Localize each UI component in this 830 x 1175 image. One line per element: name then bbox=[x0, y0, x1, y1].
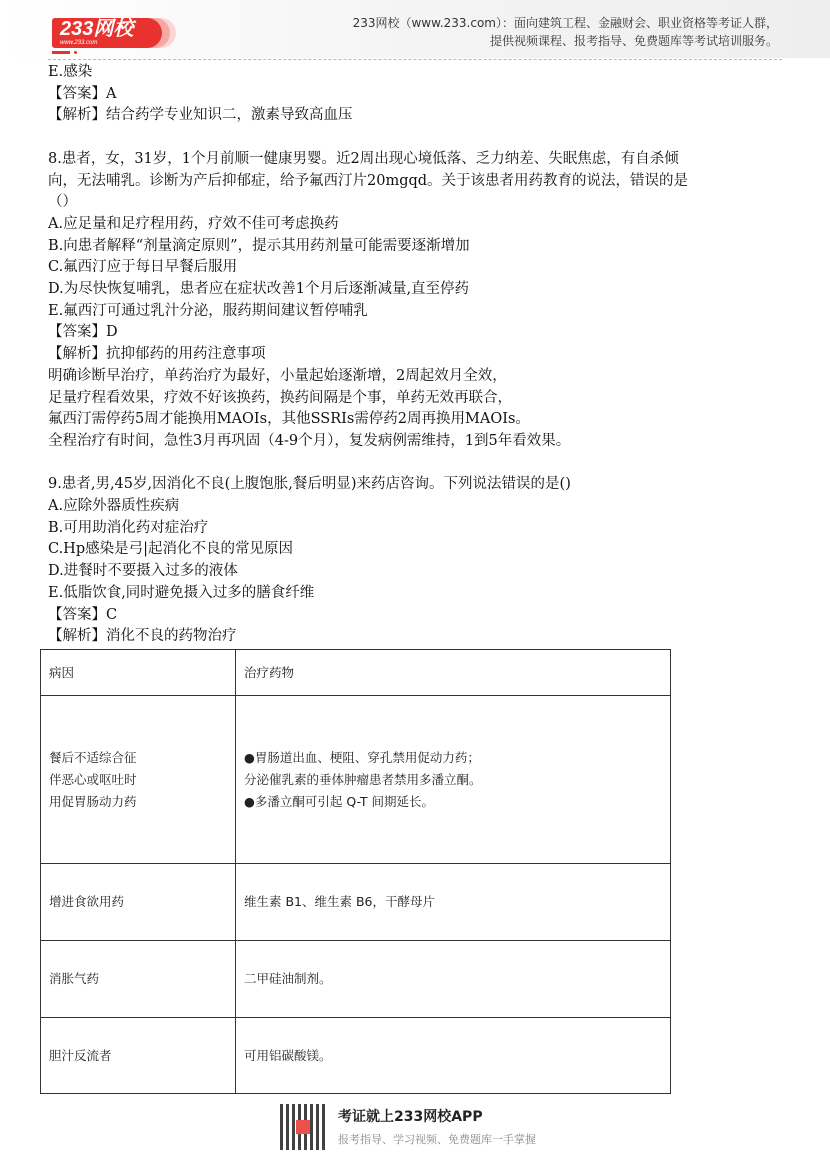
option-e: E.低脂饮食,同时避免摄入过多的膳食纤维 bbox=[48, 584, 315, 601]
page-header bbox=[0, 0, 830, 58]
drug-cell: 可用铝碳酸镁。 bbox=[236, 1018, 671, 1094]
cell-line: 餐后不适综合征 bbox=[49, 749, 137, 765]
cell-line: ●多潘立酮可引起 Q-T 间期延长。 bbox=[244, 793, 435, 809]
cell-line: 分泌催乳素的垂体肿瘤患者禁用多潘立酮。 bbox=[244, 771, 482, 787]
analysis-line: 全程治疗有时间，急性3月再巩固（4-9个月），复发病例需维持，1到5年看效果。 bbox=[48, 432, 571, 449]
option-line: E.感染 bbox=[48, 64, 93, 80]
table-header-row bbox=[41, 650, 671, 696]
table-row bbox=[41, 941, 671, 1018]
document-body bbox=[48, 62, 788, 648]
option-b: B.向患者解释“剂量滴定原则”，提示其用药剂量可能需要逐渐增加 bbox=[48, 237, 470, 254]
qr-code-icon bbox=[280, 1104, 326, 1150]
option-e: E.氟西汀可通过乳汁分泌，服药期间建议暂停哺乳 bbox=[48, 302, 368, 319]
page-footer bbox=[280, 1104, 580, 1154]
answer-line: 【答案】C bbox=[48, 606, 118, 623]
question-stem: 9.患者,男,45岁,因消化不良(上腹饱胀,餐后明显)来药店咨询。下列说法错误的是() bbox=[48, 476, 571, 493]
cause-cell bbox=[41, 696, 236, 864]
logo-text: 233网校 bbox=[60, 18, 134, 40]
drug-cell: 维生素 B1、维生素 B6，干酵母片 bbox=[236, 864, 671, 941]
option-b: B.可用助消化药对症治疗 bbox=[48, 519, 209, 536]
table-row bbox=[41, 696, 671, 864]
option-c: C.Hp感染是弓|起消化不良的常见原因 bbox=[48, 541, 293, 558]
option-a: A.应足量和足疗程用药，疗效不佳可考虑换药 bbox=[48, 215, 339, 232]
logo-decoration bbox=[52, 51, 70, 54]
cell-line: 用促胃肠动力药 bbox=[49, 793, 137, 809]
question-stem: 8.患者，女，31岁，1个月前顺一健康男婴。近2周出现心境低落、乏力纳差、失眠焦虑，有自杀倾 bbox=[48, 150, 679, 167]
footer-subtitle: 报考指导、学习视频、免费题库一手掌握 bbox=[338, 1133, 536, 1146]
analysis-line: 足量疗程看效果，疗效不好该换药，换药间隔是个事，单药无效再联合， bbox=[48, 389, 512, 406]
option-c: C.氟西汀应于每日早餐后服用 bbox=[48, 259, 238, 276]
cell-line: ●胃肠道出血、梗阻、穿孔禁用促动力药； bbox=[244, 749, 480, 765]
cell-line: 伴恶心或呕吐时 bbox=[49, 771, 137, 787]
drug-cell bbox=[236, 696, 671, 864]
cause-cell: 胆汁反流者 bbox=[41, 1018, 236, 1094]
treatment-table bbox=[40, 649, 671, 1094]
answer-line: 【答案】A bbox=[48, 85, 117, 102]
logo-subtext: www.233.com bbox=[60, 40, 98, 46]
header-cell: 病因 bbox=[41, 650, 236, 696]
option-a: A.应除外器质性疾病 bbox=[48, 498, 180, 515]
analysis-line: 氟西汀需停药5周才能换用MAOIs，其他SSRIs需停药2周再换用MAOIs。 bbox=[48, 411, 530, 428]
table-row bbox=[41, 1018, 671, 1094]
analysis-line: 【解析】结合药学专业知识二，激素导致高血压 bbox=[48, 107, 353, 124]
slogan-line: 233网校（www.233.com）：面向建筑工程、金融财会、职业资格等考证人群， bbox=[352, 16, 778, 30]
logo bbox=[52, 18, 162, 48]
analysis-line: 【解析】抗抑郁药的用药注意事项 bbox=[48, 346, 266, 363]
table-row bbox=[41, 864, 671, 941]
header-slogan bbox=[353, 14, 778, 50]
question-stem: 向，无法哺乳。诊断为产后抑郁症，给予氟西汀片20mgqd。关于该患者用药教育的说法，错误的是 bbox=[48, 172, 689, 189]
header-divider bbox=[48, 59, 782, 60]
question-stem: （） bbox=[48, 194, 77, 211]
answer-line: 【答案】D bbox=[48, 324, 118, 341]
slogan-line: 提供视频课程、报考指导、免费题库等考试培训服务。 bbox=[489, 34, 778, 48]
option-d: D.进餐时不要摄入过多的液体 bbox=[48, 563, 238, 580]
cause-cell: 增进食欲用药 bbox=[41, 864, 236, 941]
option-d: D.为尽快恢复哺乳，患者应在症状改善1个月后逐渐减量,直至停药 bbox=[48, 281, 470, 298]
cause-cell: 消胀气药 bbox=[41, 941, 236, 1018]
header-cell: 治疗药物 bbox=[236, 650, 671, 696]
analysis-line: 【解析】消化不良的药物治疗 bbox=[48, 628, 237, 645]
drug-cell: 二甲硅油制剂。 bbox=[236, 941, 671, 1018]
analysis-line: 明确诊断早治疗，单药治疗为最好，小量起始逐渐增，2周起效月全效， bbox=[48, 367, 507, 384]
footer-title: 考证就上233网校APP bbox=[338, 1109, 483, 1125]
